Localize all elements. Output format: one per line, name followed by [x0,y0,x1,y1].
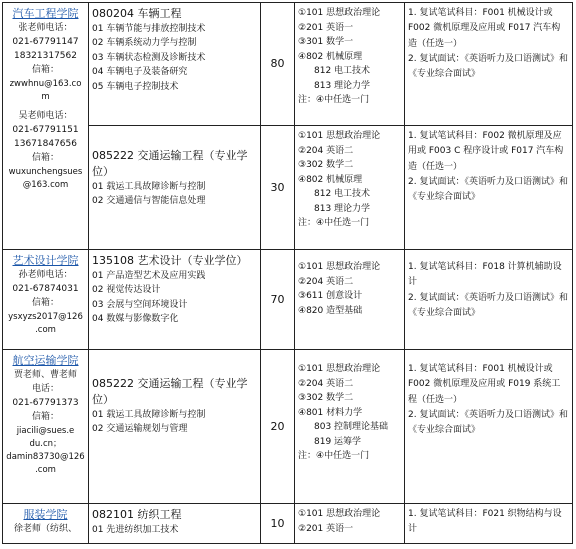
subject-item: ③301 数学一 [298,37,354,48]
quota-cell: 10 [261,504,295,544]
college-name[interactable]: 艺术设计学院 [12,254,79,267]
contact-line: 信箱： [31,411,59,422]
contact-email: .com [35,465,56,476]
retest-notes-cell [405,250,573,350]
retest-note: 1. 复试笔试科目：F002 微机原理及应用或 F003 C 程序设计或 F017 汽车构造（任选一） [408,131,564,172]
contact-email: zwwhnu@163.com [9,78,82,102]
subject-item: 813 理论力学 [314,203,371,214]
contact-line: 信箱： [31,152,59,163]
contact-email: @163.com [22,179,69,190]
direction-item: 05 车辆电子控制技术 [92,81,179,92]
contact-email: wuxunchengsues [8,166,83,177]
contact-line: 张老师电话： [18,22,73,33]
retest-note: 2. 复试面试：《英语听力及口语测试》和《专业综合面试》 [408,53,568,80]
contact-line: 021-67874031 [12,283,79,294]
subject-item: ①101 思想政治理论 [298,509,381,519]
direction-item: 01 载运工具故障诊断与控制 [92,409,206,420]
exam-subjects-cell [295,126,405,250]
subject-item: ④801 材料力学 [298,407,363,418]
subject-item: 812 电工技术 [314,189,371,200]
table-row [3,350,573,504]
subject-item: ③302 数学二 [298,393,354,404]
subject-item: 819 运筹学 [314,436,362,447]
contact-info [6,523,85,537]
major-cell [89,504,261,544]
direction-item: 02 视觉传达设计 [92,285,161,296]
major-title: 085222 交通运输工程（专业学位） [92,149,248,178]
direction-item: 02 交通通信与智能信息处理 [92,196,206,207]
subject-item: ④802 机械原理 [298,51,363,62]
subject-item: 813 理论力学 [314,80,371,91]
quota-cell: 30 [261,126,295,250]
direction-item: 04 数媒与影像数字化 [92,314,179,325]
exam-subjects-cell [295,350,405,504]
direction-item: 02 车辆系统动力学与控制 [92,38,197,49]
college-cell [3,504,89,544]
contact-email: .com [35,324,56,335]
college-name[interactable]: 汽车工程学院 [12,7,79,20]
retest-notes-cell [405,350,573,504]
exam-subjects-cell [295,3,405,126]
contact-info [6,369,85,477]
retest-note: 2. 复试面试：《英语听力及口语测试》和《专业综合面试》 [408,176,568,203]
major-cell [89,250,261,350]
direction-item: 01 车辆节能与排放控制技术 [92,23,206,34]
college-name[interactable]: 航空运输学院 [12,354,79,367]
contact-line: 信箱： [31,297,59,308]
subject-item: ①101 思想政治理论 [298,364,381,374]
contact-line: 021-67791151 [12,124,79,135]
direction-item: 02 交通运输规划与管理 [92,424,188,435]
subject-item: ③611 创意设计 [298,291,363,302]
direction-item: 03 会展与空间环境设计 [92,299,188,310]
retest-notes-cell [405,3,573,126]
major-title: 082101 纺织工程 [92,508,182,521]
contact-info [6,22,85,192]
retest-note: 2. 复试面试：《英语听力及口语测试》和《专业综合面试》 [408,292,568,318]
retest-note: 2. 复试面试：《英语听力及口语测试》和《专业综合面试》 [408,409,568,436]
college-cell [3,250,89,350]
subject-item: ②204 英语二 [298,378,354,389]
direction-item: 04 车辆电子及装备研究 [92,67,188,78]
subject-note: 注：④中任选一门 [298,218,370,229]
exam-subjects-cell [295,250,405,350]
contact-line: 18321317562 [14,50,77,61]
contact-email: ysxyzs2017@126 [8,311,83,322]
subject-item: ①101 思想政治理论 [298,131,381,141]
subject-item: ①101 思想政治理论 [298,262,381,272]
direction-item: 03 车辆状态检测及诊断技术 [92,52,206,63]
table-row [3,126,573,250]
retest-notes-cell [405,126,573,250]
contact-line: 13671847656 [14,138,77,149]
contact-line: 吴老师电话： [18,111,73,122]
subject-note: 注：④中任选一门 [298,451,370,462]
subject-item: ②204 英语二 [298,145,354,156]
contact-email: du.cn； [29,438,62,449]
college-name[interactable]: 服装学院 [23,508,68,521]
contact-line: 贾老师、曹老师 [13,369,77,380]
contact-line: 021-67791373 [12,397,79,408]
major-title: 085222 交通运输工程（专业学位） [92,377,248,406]
contact-line: 电话： [31,383,59,394]
quota-cell: 80 [261,3,295,126]
contact-email: damin83730@126 [6,452,85,463]
subject-item: ①101 思想政治理论 [298,8,381,18]
subject-item: 812 电工技术 [314,66,371,77]
table-row [3,3,573,126]
contact-line: 信箱： [31,64,59,75]
contact-line: 徐老师（纺织、 [13,523,77,534]
contact-email: jiacili@sues.e [16,425,75,436]
table-row [3,504,573,544]
subject-item: 803 控制理论基础 [314,422,389,433]
admissions-table [2,2,573,544]
contact-info [6,269,85,337]
retest-note: 1. 复试笔试科目：F001 机械设计或F002 微机原理及应用或 F017 汽车构造（任选一） [408,8,561,49]
quota-cell: 20 [261,350,295,504]
subject-item: ②201 英语一 [298,523,354,534]
direction-item: 01 产品造型艺术及应用实践 [92,270,206,281]
major-title: 080204 车辆工程 [92,7,182,20]
college-cell [3,3,89,250]
major-cell [89,350,261,504]
retest-note: 1. 复试笔试科目：F001 机械设计或F002 微机原理及应用或 F019 系统工程（任选一） [408,364,561,405]
exam-subjects-cell [295,504,405,544]
retest-note: 1. 复试笔试科目：F021 织物结构与设计 [408,509,562,535]
direction-item: 01 先进纺织加工技术 [92,524,179,535]
major-cell [89,3,261,126]
subject-note: 注：④中任选一门 [298,95,370,106]
quota-cell: 70 [261,250,295,350]
direction-item: 01 载运工具故障诊断与控制 [92,181,206,192]
subject-item: ③302 数学二 [298,160,354,171]
subject-item: ④820 造型基础 [298,305,363,316]
subject-item: ④802 机械原理 [298,174,363,185]
contact-line: 021-67791147 [12,36,79,47]
college-cell [3,350,89,504]
retest-notes-cell [405,504,573,544]
subject-item: ②201 英语一 [298,22,354,33]
retest-note: 1. 复试笔试科目：F018 计算机辅助设计 [408,262,562,288]
major-cell [89,126,261,250]
table-row [3,250,573,350]
contact-line: 孙老师电话： [18,269,73,280]
subject-item: ②204 英语二 [298,276,354,287]
major-title: 135108 艺术设计（专业学位） [92,254,248,267]
